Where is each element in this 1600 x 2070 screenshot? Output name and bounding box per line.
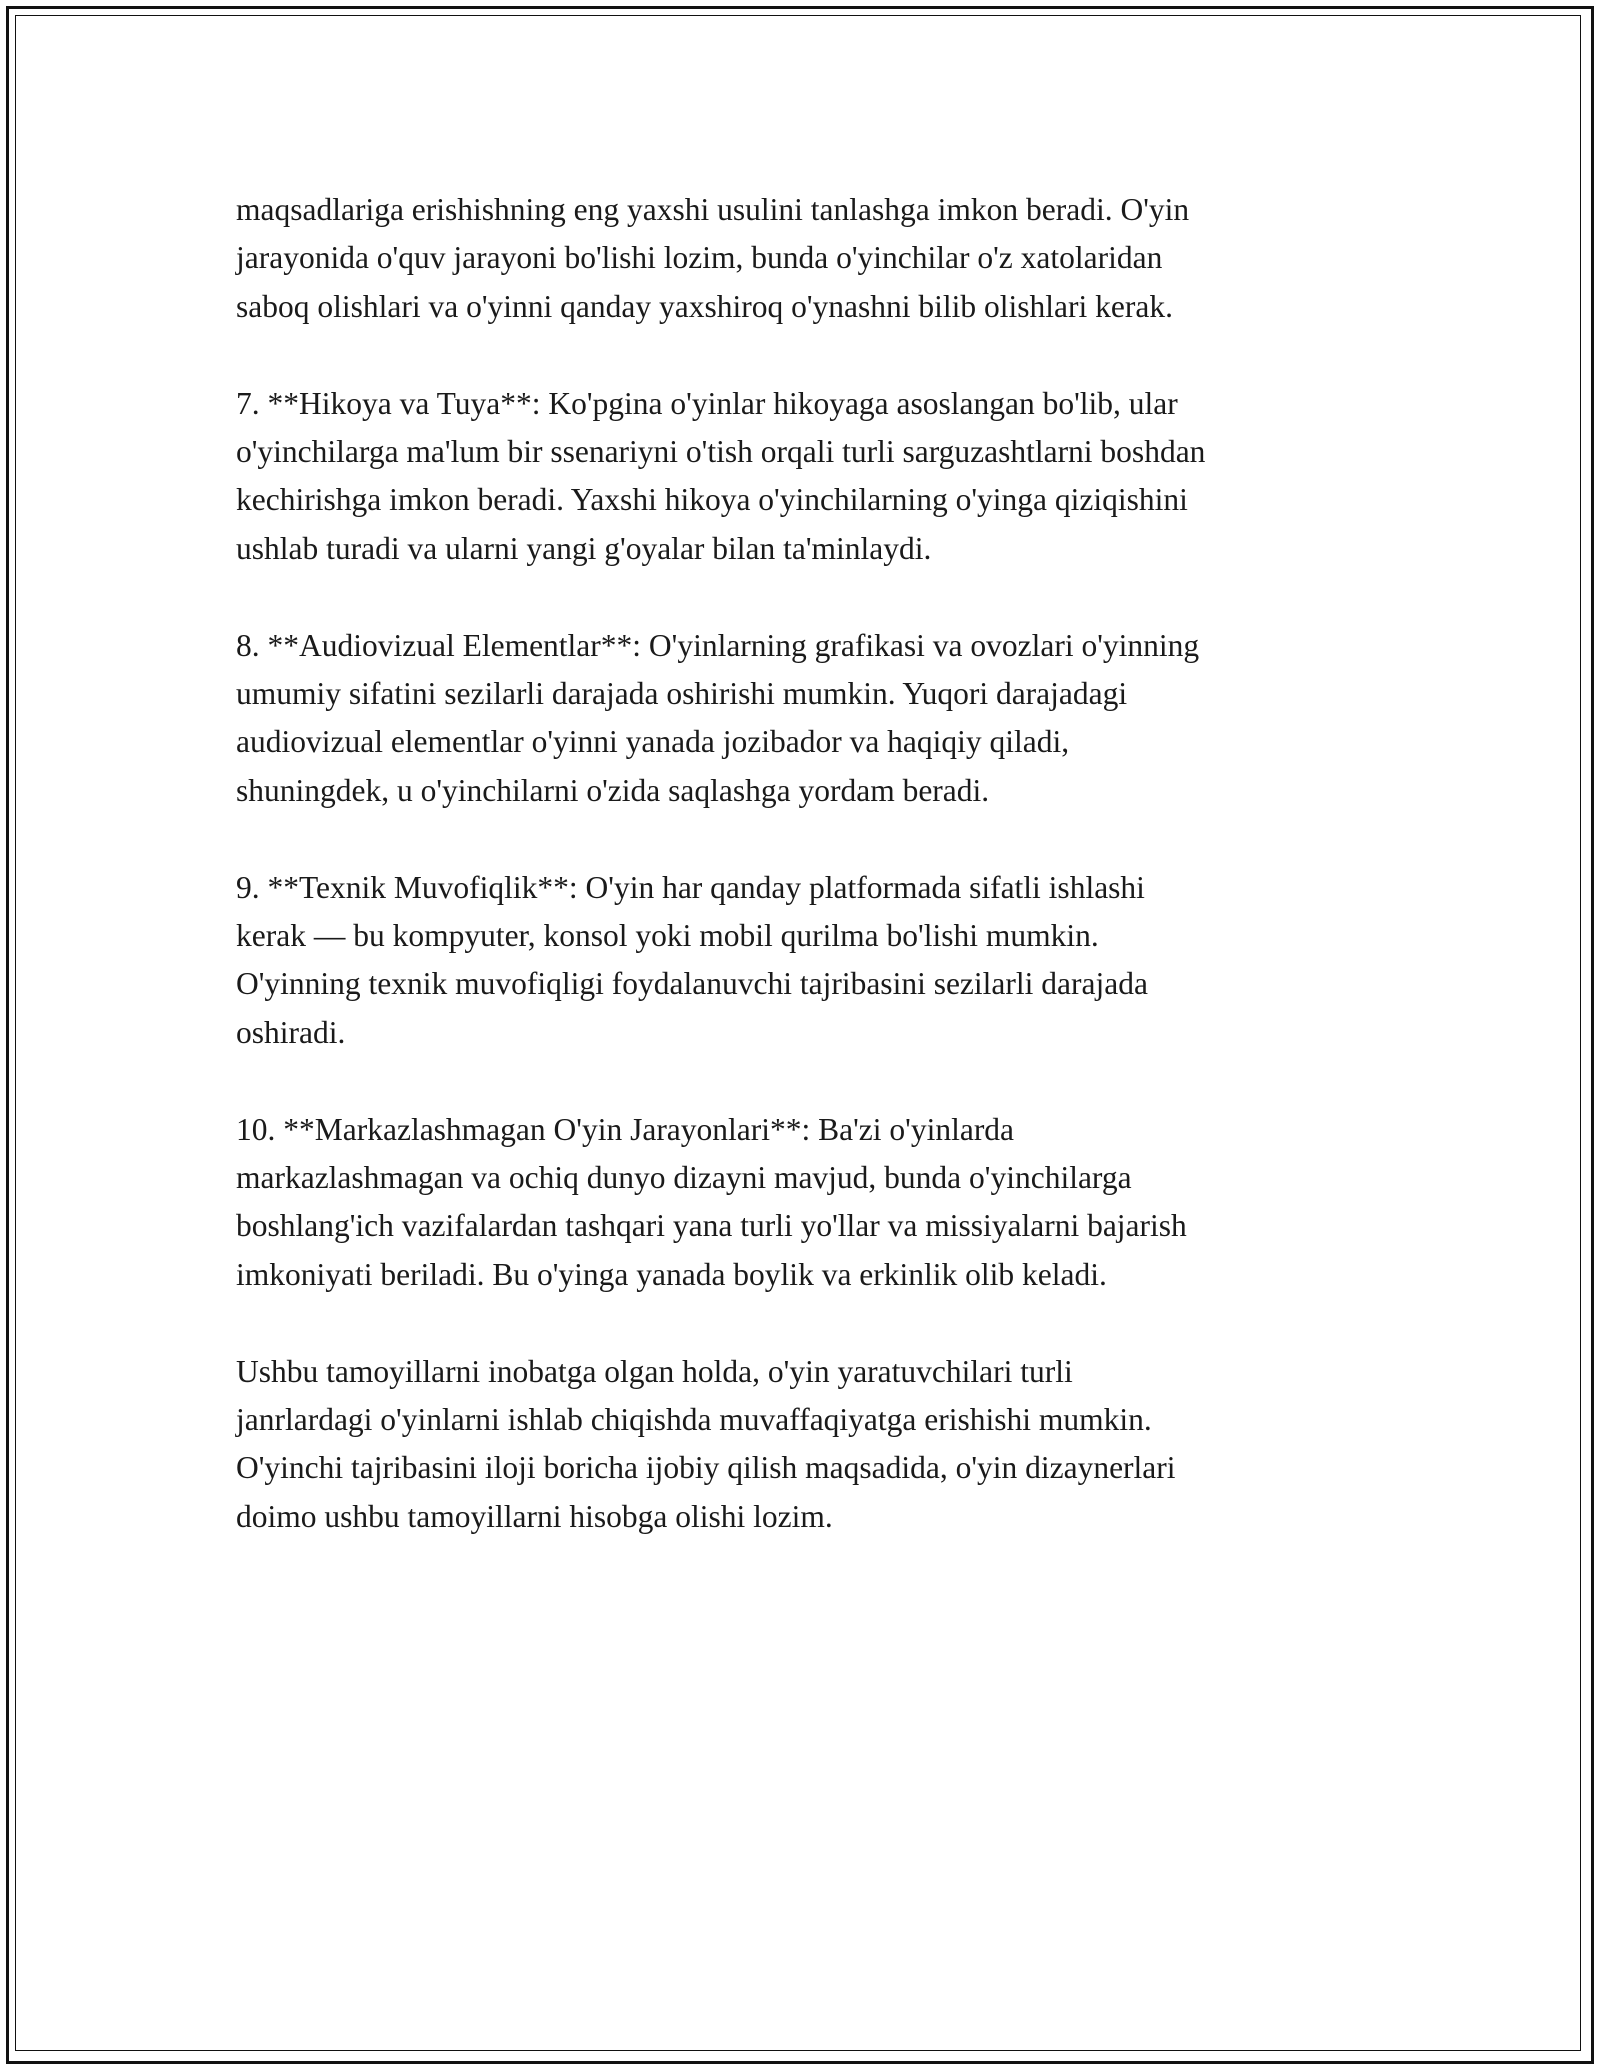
paragraph-item-8: 8. **Audiovizual Elementlar**: O'yinlarning grafikasi va ovozlari o'yinning umumiy sifatini sezilarli darajada oshirishi mumkin. Yuqori darajadagi audiovizual elementlar o'yinni yanada jozibador va haqiqiy qiladi, shuningdek, u o'yinchilarni o'zida saqlashga yordam beradi. <box>236 627 1200 808</box>
document-body <box>236 186 1376 1590</box>
paragraph-item-10: 10. **Markazlashmagan O'yin Jarayonlari**: Ba'zi o'yinlarda markazlashmagan va ochiq dunyo dizayni mavjud, bunda o'yinchilarga boshlang'ich vazifalardan tashqari yana turli yo'llar va missiyalarni bajarish imkoniyati beriladi. Bu o'yinga yanada boylik va erkinlik olib keladi. <box>236 1111 1187 1292</box>
paragraph-intro-continuation: maqsadlariga erishishning eng yaxshi usulini tanlashga imkon beradi. O'yin jarayonida o'quv jarayoni bo'lishi lozim, bunda o'yinchilar o'z xatolaridan saboq olishlari va o'yinni qanday yaxshiroq o'ynashni bilib olishlari kerak. <box>236 192 1190 324</box>
paragraph-conclusion: Ushbu tamoyillarni inobatga olgan holda, o'yin yaratuvchilari turli janrlardagi o'yinlarni ishlab chiqishda muvaffaqiyatga erishishi mumkin. O'yinchi tajribasini iloji boricha ijobiy qilish maqsadida, o'yin dizaynerlari doimo ushbu tamoyillarni hisobga olishi lozim. <box>236 1353 1176 1534</box>
paragraph-item-9: 9. **Texnik Muvofiqlik**: O'yin har qanday platformada sifatli ishlashi kerak — bu kompyuter, konsol yoki mobil qurilma bo'lishi mumkin. O'yinning texnik muvofiqligi foydalanuvchi tajribasini sezilarli darajada oshiradi. <box>236 869 1148 1050</box>
paragraph-item-7: 7. **Hikoya va Tuya**: Ko'pgina o'yinlar hikoyaga asoslangan bo'lib, ular o'yinchilarga ma'lum bir ssenariyni o'tish orqali turli sarguzashtlarni boshdan kechirishga imkon beradi. Yaxshi hikoya o'yinchilarning o'yinga qiziqishini ushlab turadi va ularni yangi g'oyalar bilan ta'minlaydi. <box>236 385 1206 566</box>
